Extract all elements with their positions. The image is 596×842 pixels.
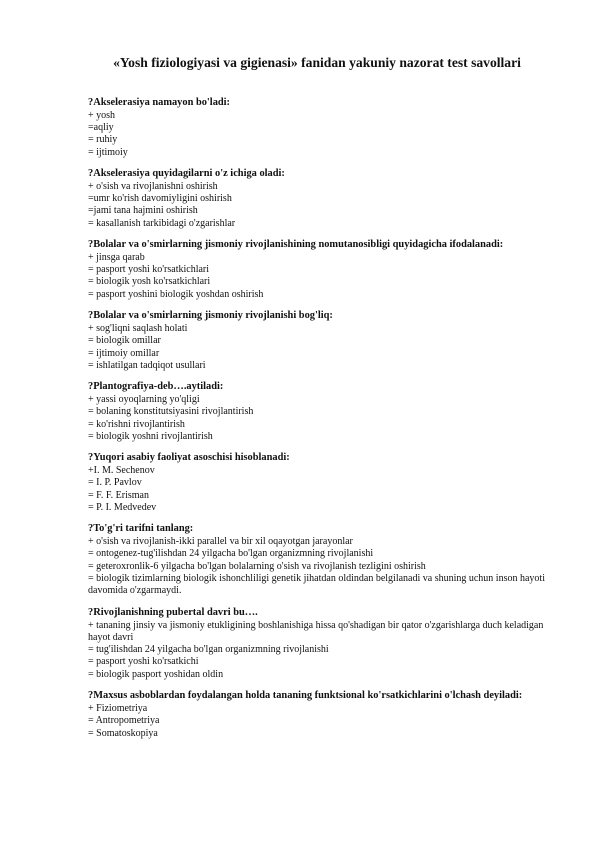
document-title: «Yosh fiziologiyasi va gigienasi» fanidan yakuniy nazorat test savollari bbox=[113, 55, 521, 70]
answer-option: + yassi oyoqlarning yo'qligi bbox=[88, 394, 200, 406]
answer-list bbox=[88, 110, 558, 159]
question-block bbox=[88, 381, 558, 443]
question-block bbox=[88, 310, 558, 372]
question-text: ?Bolalar va o'smirlarning jismoniy rivojlanishining nomutanosibligi quyidagicha ifodalanadi: bbox=[88, 239, 504, 251]
question-block bbox=[88, 168, 558, 230]
answer-option: = I. P. Pavlov bbox=[88, 477, 142, 489]
answer-option: = bolaning konstitutsiyasini rivojlantirish bbox=[88, 406, 254, 418]
question-text: ?Maxsus asboblardan foydalangan holda tananing funktsional ko'rsatkichlarini o'lchash deyiladi: bbox=[88, 690, 523, 702]
answer-list bbox=[88, 252, 558, 301]
answer-option: = biologik omillar bbox=[88, 335, 161, 347]
answer-option: = ijtimoiy bbox=[88, 146, 128, 158]
answer-option: = pasport yoshi ko'rsatkichlari bbox=[88, 264, 210, 276]
answer-list bbox=[88, 536, 558, 597]
answer-option: +I. M. Sechenov bbox=[88, 465, 155, 477]
answer-option: + Fiziometriya bbox=[88, 702, 148, 714]
answer-option: + o'sish va rivojlanishni oshirish bbox=[88, 180, 218, 192]
question-text: ?Bolalar va o'smirlarning jismoniy rivojlanishi bog'liq: bbox=[88, 310, 333, 322]
answer-option: = F. F. Erisman bbox=[88, 489, 149, 501]
answer-option: = geteroxronlik-6 yilgacha bo'lgan bolalarning o'sish va rivojlanish tezligini oshirish bbox=[88, 560, 426, 572]
answer-option: + tananing jinsiy va jismoniy etukligining boshlanishiga hissa qo'shadigan bir qator o'zgarishlarga duch keladigan hayot davri bbox=[88, 619, 544, 643]
question-block bbox=[88, 523, 558, 597]
answer-option: = biologik pasport yoshidan oldin bbox=[88, 668, 224, 680]
answer-option: =jami tana hajmini oshirish bbox=[88, 205, 198, 217]
answer-list bbox=[88, 620, 558, 681]
answer-option: = P. I. Medvedev bbox=[88, 501, 157, 513]
question-block bbox=[88, 690, 558, 740]
answer-option: = biologik tizimlarning biologik ishonchliligi genetik jihatdan oldindan belgilanadi va shuning uchun inson hayoti davomida o'zgarmaydi. bbox=[88, 573, 545, 597]
answer-option: = ruhiy bbox=[88, 134, 118, 146]
question-block bbox=[88, 239, 558, 301]
answer-list bbox=[88, 465, 558, 514]
answer-option: = pasport yoshi ko'rsatkichi bbox=[88, 656, 199, 668]
question-text: ?Plantografiya-deb….aytiladi: bbox=[88, 381, 224, 393]
answer-option: = biologik yoshni rivojlantirish bbox=[88, 430, 213, 442]
answer-list bbox=[88, 181, 558, 230]
question-list bbox=[88, 97, 558, 749]
answer-option: = ko'rishni rivojlantirish bbox=[88, 418, 185, 430]
answer-option: = biologik yosh ko'rsatkichlari bbox=[88, 276, 211, 288]
answer-list bbox=[88, 394, 558, 443]
answer-option: = ijtimoiy omillar bbox=[88, 347, 160, 359]
answer-option: =umr ko'rish davomiyligini oshirish bbox=[88, 193, 232, 205]
answer-option: = kasallanish tarkibidagi o'zgarishlar bbox=[88, 217, 236, 229]
question-block bbox=[88, 97, 558, 159]
question-block bbox=[88, 452, 558, 514]
question-text: ?Yuqori asabiy faoliyat asoschisi hisoblanadi: bbox=[88, 452, 290, 464]
answer-option: + o'sish va rivojlanish-ikki parallel va bir xil oqayotgan jarayonlar bbox=[88, 536, 353, 548]
question-text: ?Akselerasiya quyidagilarni o'z ichiga oladi: bbox=[88, 168, 285, 180]
answer-list bbox=[88, 323, 558, 372]
answer-list bbox=[88, 703, 558, 740]
question-text: ?Akselerasiya namayon bo'ladi: bbox=[88, 97, 231, 108]
answer-option: + sog'liqni saqlash holati bbox=[88, 322, 188, 334]
answer-option: = ishlatilgan tadqiqot usullari bbox=[88, 359, 206, 371]
question-text: ?To'g'ri tarifni tanlang: bbox=[88, 523, 194, 535]
answer-option: + yosh bbox=[88, 109, 116, 121]
answer-option: = pasport yoshini biologik yoshdan oshirish bbox=[88, 288, 264, 300]
answer-option: = ontogenez-tug'ilishdan 24 yilgacha bo'lgan organizmning rivojlanishi bbox=[88, 548, 374, 560]
answer-option: = Somatoskopiya bbox=[88, 727, 158, 739]
answer-option: + jinsga qarab bbox=[88, 251, 145, 263]
answer-option: =aqliy bbox=[88, 122, 114, 133]
answer-option: = Antropometriya bbox=[88, 715, 160, 727]
answer-option: = tug'ilishdan 24 yilgacha bo'lgan organizmning rivojlanishi bbox=[88, 644, 329, 656]
question-block bbox=[88, 607, 558, 681]
question-text: ?Rivojlanishning pubertal davri bu…. bbox=[88, 606, 258, 618]
